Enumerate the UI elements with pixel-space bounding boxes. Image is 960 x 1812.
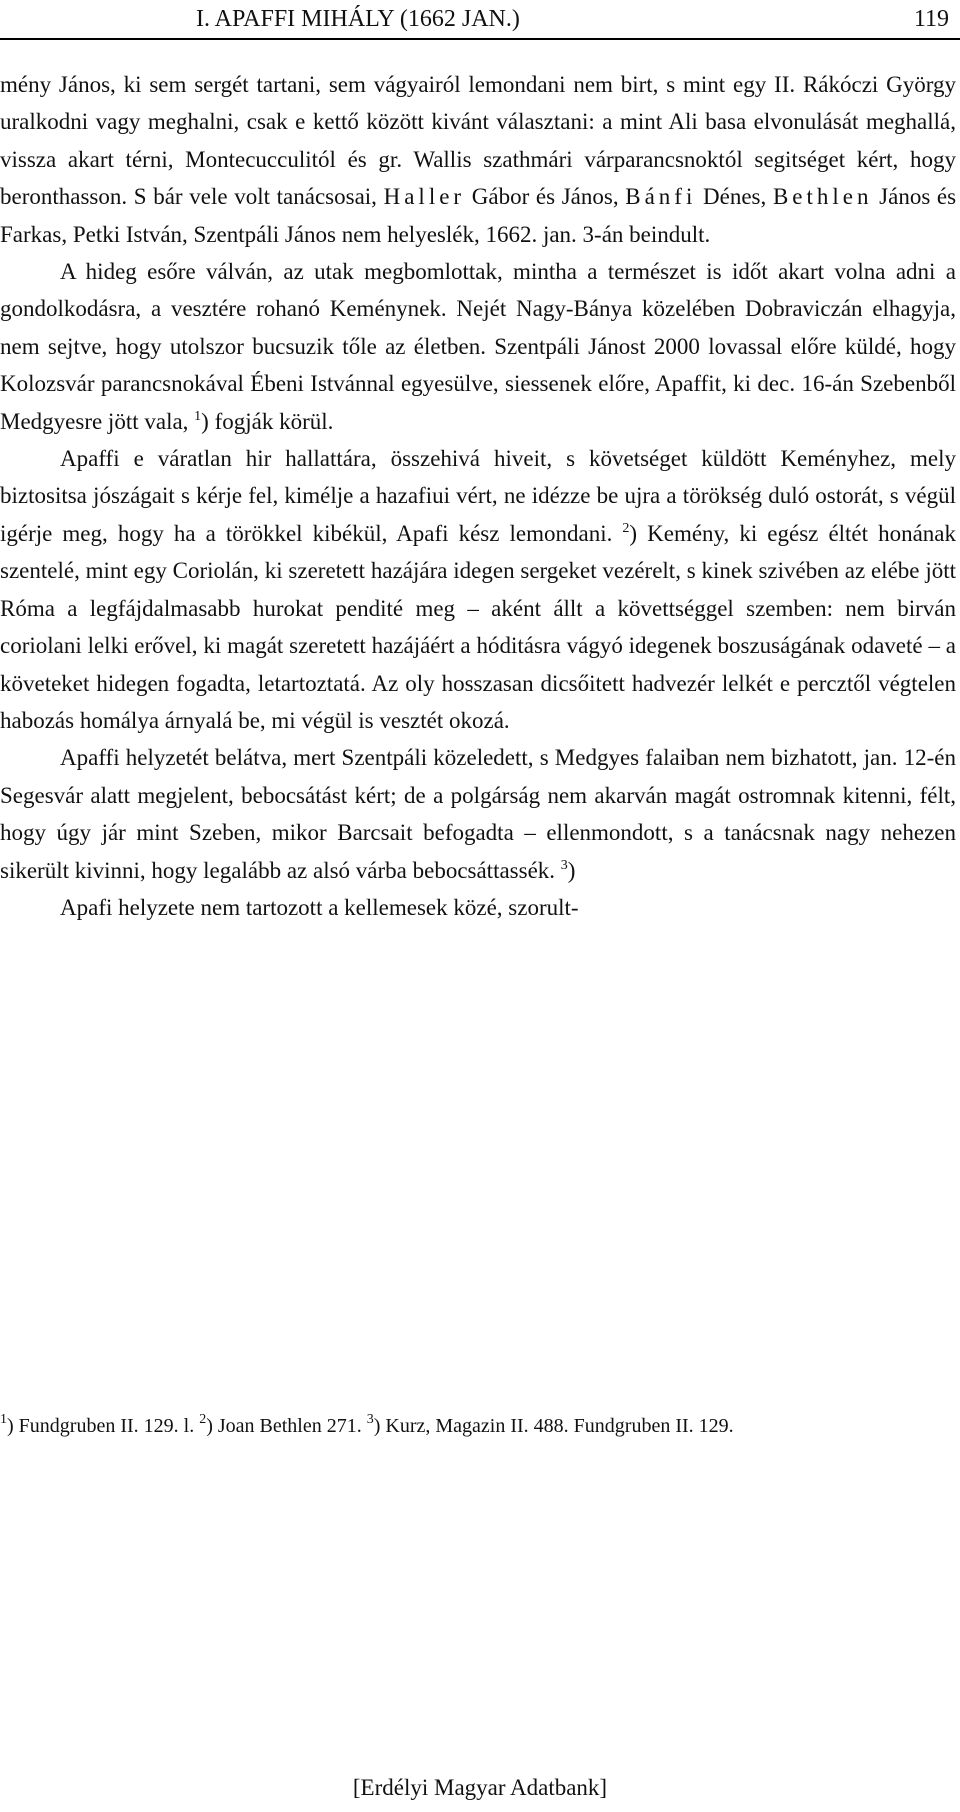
paragraph-3	[0, 440, 956, 739]
paragraph-4-text-a: Apaffi helyzetét belátva, mert Szentpáli közeledett, s Medgyes falaiban nem bizhatott, jan. 12-én Segesvár alatt megjelent, bebocsátást kért; de a polgárság nem akarván magát ostromnak kitenni, félt, hogy úgy jár mint Szeben, mikor Barcsait befogadta – ellenmondott, s a tanácsnak nagy nehezen sikerült kivinni, hogy legalább az alsó várba bebocsáttassék.	[0, 745, 956, 883]
running-head-title: I. APAFFI MIHÁLY (1662 JAN.)	[196, 6, 520, 32]
name-haller: Haller	[383, 184, 466, 210]
paragraph-3-text-a: Apaffi e váratlan hir hallattára, összehivá hiveit, s követséget küldött Keményhez, mely biztositsa jószágait s kérje fel, kimélje a hazafiui vért, ne idézze be ujra a törökség duló ostorát, s végül igérje meg, hogy ha a törökkel kibékül, Apafi kész lemondani.	[0, 446, 956, 546]
paragraph-2	[0, 253, 956, 440]
running-head	[196, 2, 949, 36]
paragraph-5	[0, 889, 956, 926]
footnote-number-3: 3	[366, 1412, 374, 1427]
paragraph-4-text-b: )	[567, 857, 576, 883]
paragraph-1-text-b: Gábor és János,	[471, 184, 619, 210]
footnote-number-2: 2	[199, 1412, 207, 1427]
body-text	[0, 66, 956, 926]
footnote-text-3: ) Kurz, Magazin II. 488. Fundgruben II. 129.	[373, 1415, 734, 1437]
paragraph-2-text-b: ) fogják körül.	[201, 408, 334, 434]
source-footer: [Erdélyi Magyar Adatbank]	[352, 1775, 608, 1800]
paragraph-1	[0, 66, 956, 253]
footnotes	[0, 1408, 956, 1445]
paragraph-3-text-b: ) Kemény, ki egész éltét honának szentelé, mint egy Coriolán, ki szeretett hazájára idegen sergeket vezérelt, s kinek szivében az elébe jött Róma a legfájdalmasabb hurokat pendité meg – aként állt a követtséggel szemben: nem birván coriolani lelki erővel, ki magát szeretett hazájáért a hóditásra vágyó idegenek boszuságának odaveté – a követeket hidegen fogadta, letartoztatá. Az oly hosszasan dicsőitett hadvezér lelkét e percztől végtelen habozás homálya árnyalá be, mi végül is vesztét okozá.	[0, 520, 957, 733]
paragraph-2-text-a: A hideg esőre válván, az utak megbomlottak, mintha a természet is időt akart volna adni a gondolkodásra, a vesztére rohanó Keménynek. Nejét Nagy-Bánya közelében Dobraviczán elhagyja, nem sejtve, hogy utolszor bucsuzik tőle az életben. Szentpáli Jánost 2000 lovassal előre küldé, hogy Kolozsvár parancsnokával Ébeni Istvánnal egyesülve, siessenek előre, Apaffit, ki dec. 16-án Szebenből Medgyesre jött vala,	[0, 259, 956, 434]
paragraph-4	[0, 739, 956, 889]
footnote-ref-3[interactable]: 3	[560, 857, 568, 873]
footnote-number-1: 1	[0, 1412, 7, 1427]
paragraph-5-text: Apafi helyzete nem tartozott a kellemesek közé, szorult-	[60, 894, 579, 920]
header-rule	[0, 38, 960, 40]
paragraph-1-text-d: János és Farkas, Petki István, Szentpáli János nem helyeslék, 1662. jan. 3-án beindult.	[0, 184, 957, 247]
footnote-text-1: ) Fundgruben II. 129. l.	[7, 1415, 195, 1437]
footnote-ref-2[interactable]: 2	[622, 520, 630, 536]
footnote-text-2: ) Joan Bethlen 271.	[206, 1415, 362, 1437]
paragraph-1-text-a: mény János, ki sem sergét tartani, sem vágyairól lemondani nem birt, s mint egy II. Rákóczi György uralkodni vagy meghalni, csak e kettő között kivánt választani: a mint Ali basa elvonulását meghallá, vissza akart térni, Montecucculitól és gr. Wallis szathmári várparancsnoktól segitséget kért, hogy beronthasson. S bár vele volt tanácsosai,	[0, 72, 956, 210]
name-bethlen: Bethlen	[772, 184, 873, 210]
footnote-ref-1[interactable]: 1	[194, 408, 202, 424]
page-number: 119	[913, 6, 949, 32]
footnote-line	[0, 1408, 956, 1445]
paragraph-1-text-c: Dénes,	[703, 184, 767, 210]
name-banfi: Bánfi	[625, 184, 697, 210]
